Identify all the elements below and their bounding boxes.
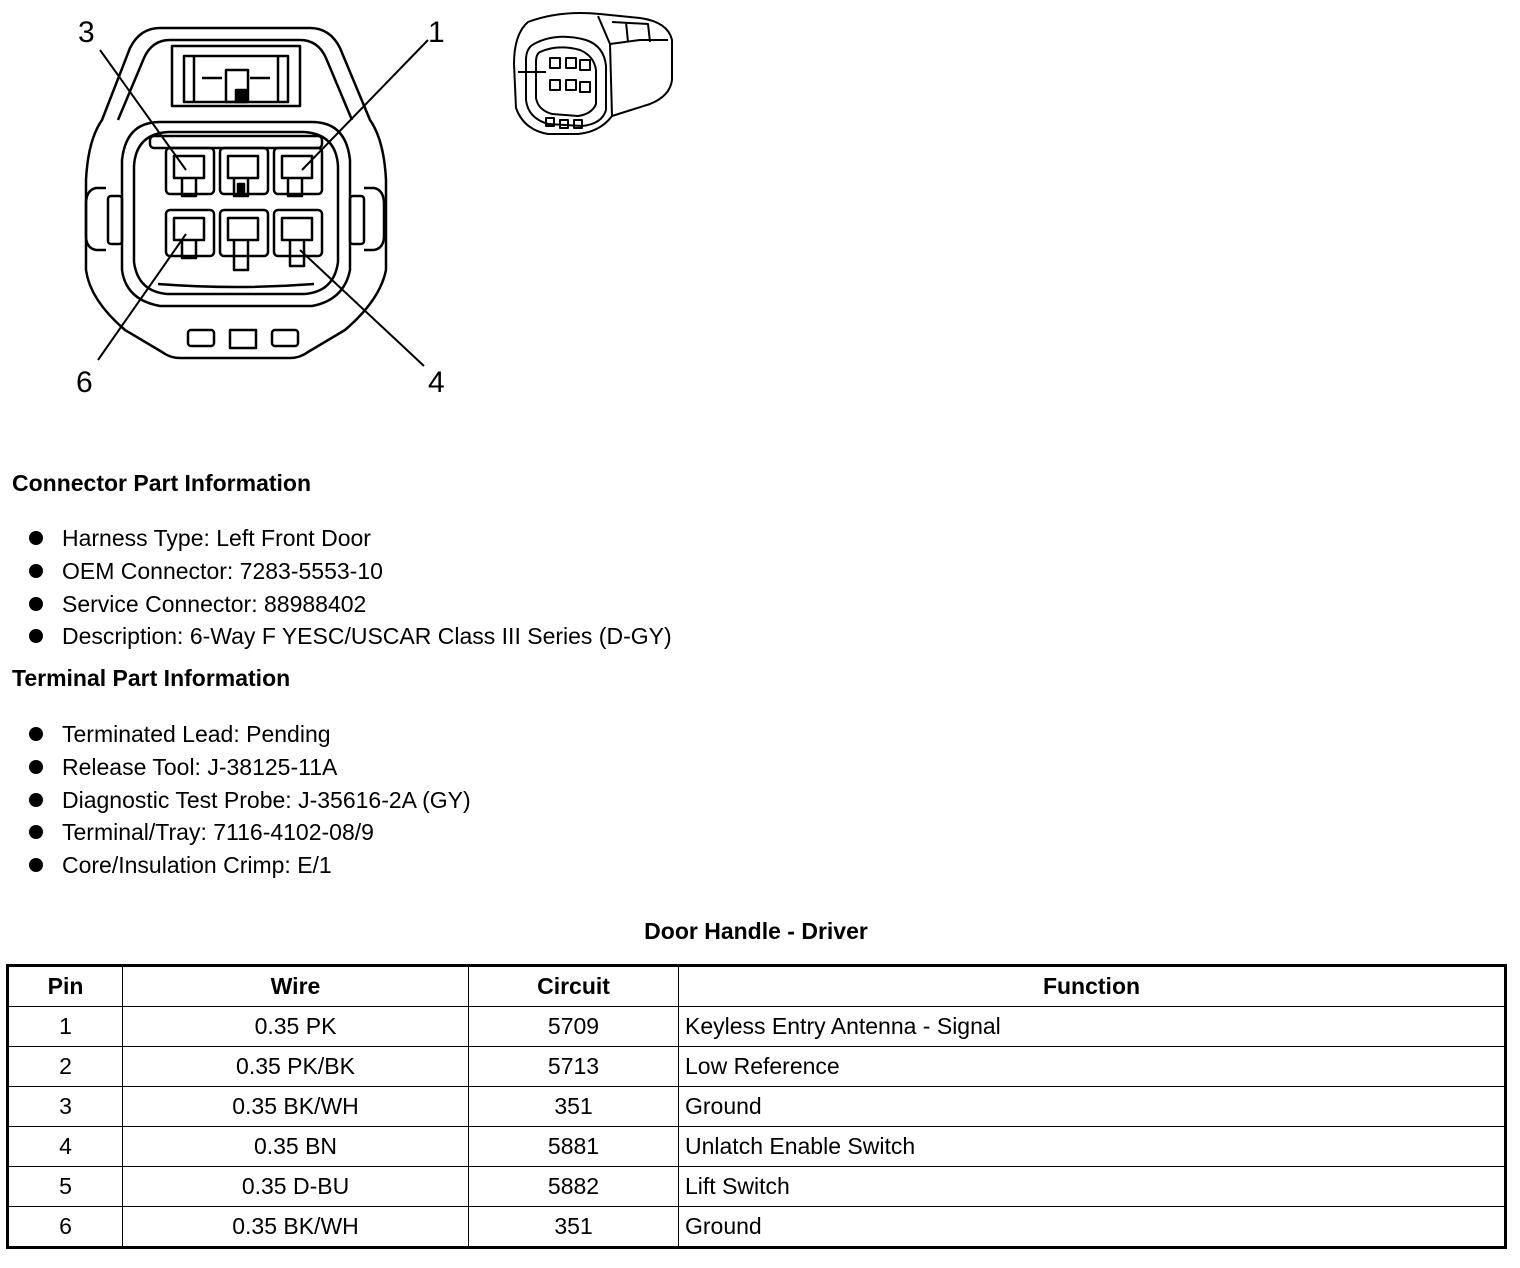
- function-cell: Ground: [679, 1207, 1506, 1248]
- table-row: [8, 1087, 1506, 1127]
- pin-cell: 6: [8, 1207, 123, 1248]
- wire-cell: 0.35 BN: [123, 1127, 469, 1167]
- bullet-icon: [29, 858, 43, 872]
- table-row: [8, 1207, 1506, 1248]
- table-title: Door Handle - Driver: [644, 918, 868, 944]
- connector-isometric-view: [514, 13, 672, 134]
- function-cell: Keyless Entry Antenna - Signal: [679, 1007, 1506, 1047]
- list-item: [0, 620, 672, 653]
- function-cell: Unlatch Enable Switch: [679, 1127, 1506, 1167]
- right-lug: [364, 188, 384, 250]
- pin-callout-1: 1: [428, 16, 445, 49]
- bullet-icon: [29, 793, 43, 807]
- pin-callout-6: 6: [76, 366, 93, 399]
- leader-line-4: [300, 250, 424, 366]
- list-item: [0, 555, 672, 588]
- wire-cell: 0.35 D-BU: [123, 1167, 469, 1207]
- terminal-part-info-list: [0, 718, 471, 882]
- function-cell: Lift Switch: [679, 1167, 1506, 1207]
- list-item: [0, 784, 471, 817]
- connector-part-info-title: Connector Part Information: [12, 470, 312, 496]
- bullet-icon: [29, 727, 43, 741]
- pin-callout-4: 4: [428, 366, 445, 399]
- list-item-text: Description: 6-Way F YESC/USCAR Class III Series (D-GY): [62, 623, 672, 650]
- bottom-window: [272, 330, 298, 346]
- pin-cell: 4: [8, 1127, 123, 1167]
- list-item-text: Terminated Lead: Pending: [62, 721, 331, 747]
- wire-cell: 0.35 BK/WH: [123, 1207, 469, 1248]
- pin-cell: 2: [8, 1047, 123, 1087]
- wire-cell: 0.35 PK: [123, 1007, 469, 1047]
- column-header-circuit: Circuit: [469, 966, 679, 1007]
- pin-cavity-4: [274, 210, 322, 266]
- pin-cavity-5: [220, 210, 268, 270]
- list-item: [0, 751, 471, 784]
- list-item: [0, 816, 471, 849]
- pin-cell: 3: [8, 1087, 123, 1127]
- column-header-function: Function: [679, 966, 1506, 1007]
- list-item-text: Diagnostic Test Probe: J-35616-2A (GY): [62, 786, 471, 813]
- circuit-cell: 351: [469, 1207, 679, 1248]
- pin-cell: 5: [8, 1167, 123, 1207]
- list-item: [0, 522, 672, 555]
- terminal-part-info-title: Terminal Part Information: [12, 665, 291, 691]
- circuit-cell: 5709: [469, 1007, 679, 1047]
- wire-cell: 0.35 BK/WH: [123, 1087, 469, 1127]
- pin-cavity-1: [274, 148, 322, 196]
- list-item-text: Release Tool: J-38125-11A: [62, 753, 338, 780]
- table-header-row: [8, 966, 1506, 1007]
- bullet-icon: [29, 629, 43, 643]
- list-item-text: OEM Connector: 7283-5553-10: [62, 557, 383, 584]
- pin-cavity-2: [220, 148, 268, 196]
- bullet-icon: [29, 597, 43, 611]
- list-item-text: Harness Type: Left Front Door: [62, 525, 371, 551]
- bullet-icon: [29, 825, 43, 839]
- list-item-text: Terminal/Tray: 7116-4102-08/9: [62, 819, 374, 846]
- pinout-table: [6, 964, 1507, 1249]
- pin-callout-3: 3: [78, 16, 95, 49]
- list-item-text: Service Connector: 88988402: [62, 590, 367, 617]
- table-row: [8, 1047, 1506, 1087]
- list-item-text: Core/Insulation Crimp: E/1: [62, 852, 332, 879]
- circuit-cell: 5713: [469, 1047, 679, 1087]
- wire-cell: 0.35 PK/BK: [123, 1047, 469, 1087]
- list-item: [0, 718, 471, 751]
- circuit-cell: 5881: [469, 1127, 679, 1167]
- function-cell: Ground: [679, 1087, 1506, 1127]
- bullet-icon: [29, 760, 43, 774]
- column-header-wire: Wire: [123, 966, 469, 1007]
- function-cell: Low Reference: [679, 1047, 1506, 1087]
- left-lug: [86, 188, 106, 250]
- table-row: [8, 1127, 1506, 1167]
- bottom-window: [188, 330, 214, 346]
- latch: [172, 46, 300, 106]
- column-header-pin: Pin: [8, 966, 123, 1007]
- table-row: [8, 1167, 1506, 1207]
- connector-diagram: [0, 0, 720, 410]
- pin-cell: 1: [8, 1007, 123, 1047]
- leader-line-1: [302, 40, 428, 170]
- bottom-window: [230, 330, 256, 348]
- bullet-icon: [29, 564, 43, 578]
- list-item: [0, 588, 672, 621]
- table-row: [8, 1007, 1506, 1047]
- circuit-cell: 5882: [469, 1167, 679, 1207]
- circuit-cell: 351: [469, 1087, 679, 1127]
- connector-part-info-list: [0, 522, 672, 653]
- pin-cavity-3: [166, 148, 214, 196]
- bullet-icon: [29, 531, 43, 545]
- list-item: [0, 849, 471, 882]
